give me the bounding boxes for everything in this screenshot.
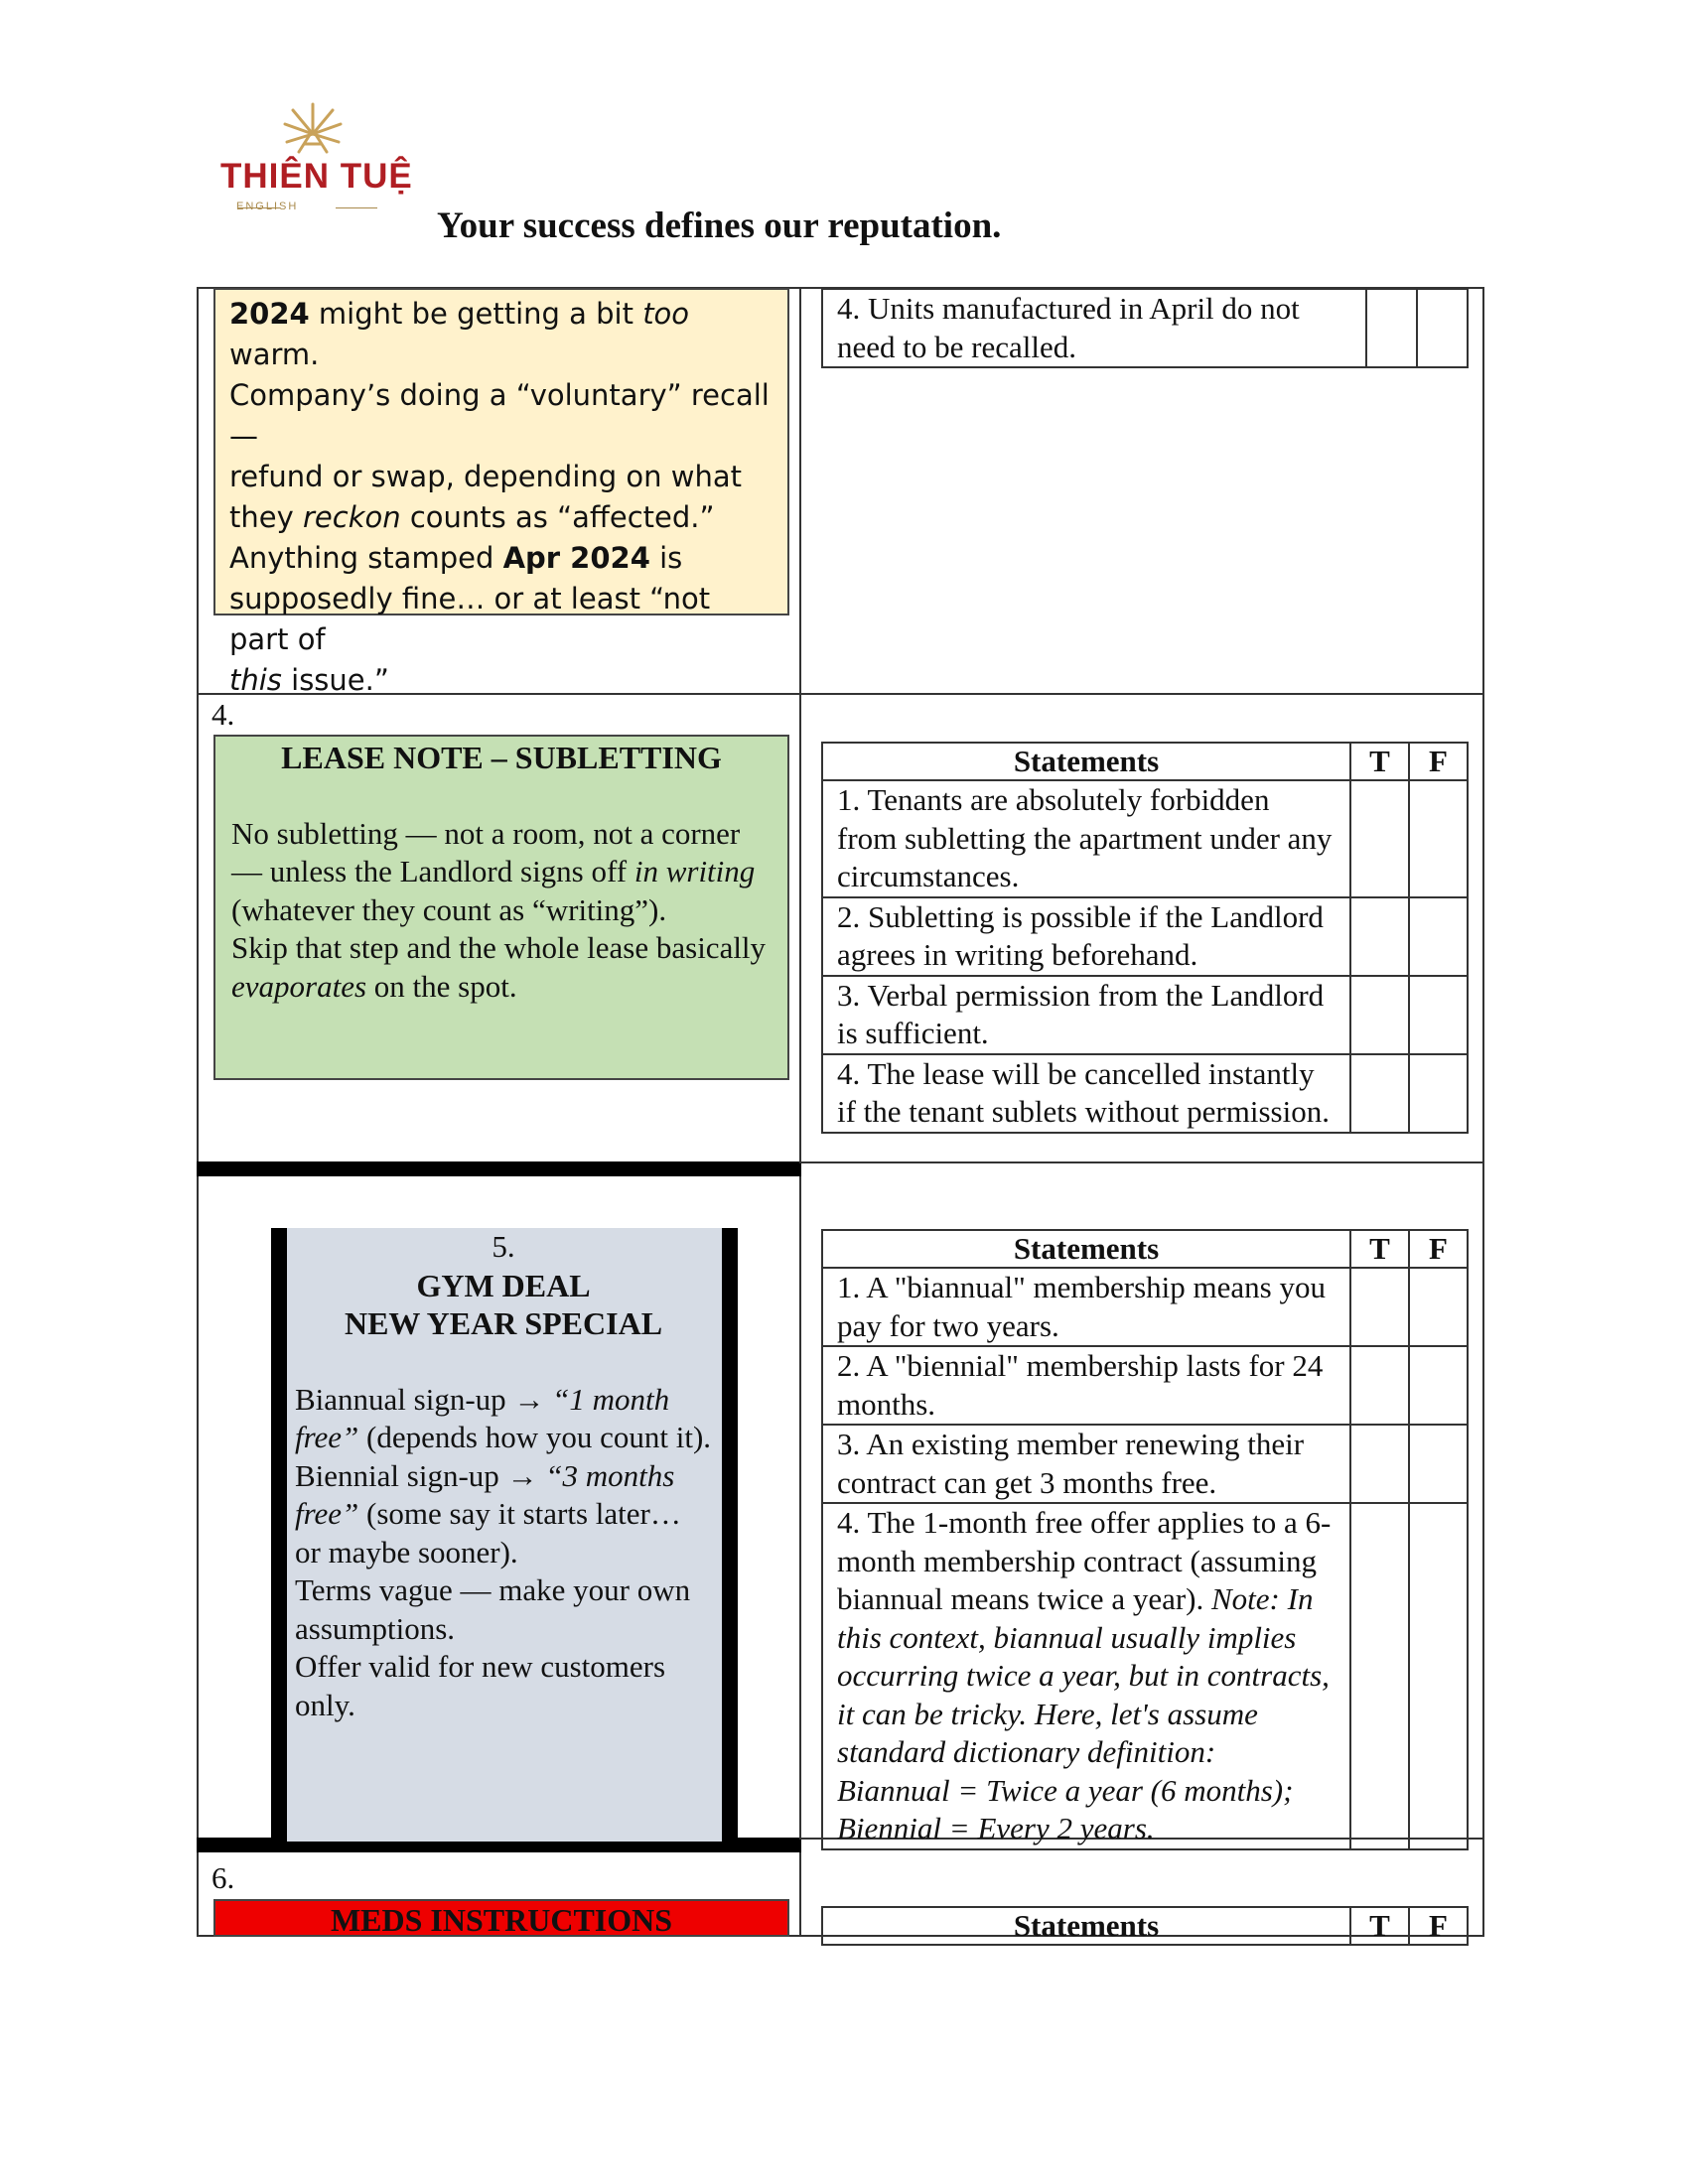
notice-italic: this: [229, 663, 282, 697]
table-row: [822, 1054, 1468, 1133]
body-text: Skip that step and the whole lease basically: [231, 930, 767, 965]
body-italic: “3 months free”: [295, 1457, 675, 1531]
notice-line: [229, 538, 774, 579]
true-checkbox[interactable]: [1350, 1503, 1409, 1849]
logo-subtitle: ENGLISH: [236, 201, 299, 212]
body-text: (depends how you count it).: [358, 1420, 712, 1454]
table-header-row: [822, 743, 1468, 780]
notice-bold: Apr 2024: [502, 541, 650, 575]
logo-rule: [336, 207, 377, 208]
section-number: 4.: [211, 697, 235, 732]
notice-line: supposedly fine… or at least “not part of: [229, 582, 711, 656]
logo-wordmark: THIÊN TUỆ: [220, 157, 413, 196]
statement-text: 3. Verbal permission from the Landlord is sufficient.: [822, 976, 1350, 1054]
body-italic: “1 month free”: [295, 1381, 670, 1454]
false-checkbox[interactable]: [1409, 1503, 1468, 1849]
notice-line: [229, 660, 774, 701]
table-row: [822, 897, 1468, 976]
true-checkbox[interactable]: [1350, 1268, 1409, 1346]
false-header: F: [1409, 743, 1468, 780]
section-number: 5.: [492, 1229, 515, 1264]
table-border-left: [197, 287, 199, 1935]
statements-table-4: [821, 742, 1469, 1134]
notice-line: Company’s doing a “voluntary” recall —: [229, 378, 770, 453]
body-text: (some say it starts later… or maybe sooner).: [295, 1496, 681, 1570]
gym-deal-line: Terms vague — make your own assumptions.: [295, 1572, 691, 1646]
notice-line: [229, 294, 774, 375]
statement-text: 1. A "biannual" membership means you pay for two years.: [822, 1268, 1350, 1346]
true-checkbox[interactable]: [1350, 1425, 1409, 1503]
true-checkbox[interactable]: [1366, 289, 1417, 367]
table-row: [822, 1268, 1468, 1346]
statement-text: 3. An existing member renewing their contract can get 3 months free.: [822, 1425, 1350, 1503]
meds-instructions-banner: MEDS INSTRUCTIONS: [213, 1899, 789, 1937]
table-border-middle: [799, 287, 801, 1935]
false-checkbox[interactable]: [1417, 289, 1468, 367]
gym-deal-title: GYM DEAL: [416, 1267, 591, 1303]
statement-text: 4. Units manufactured in April do not need to be recalled.: [822, 289, 1366, 367]
notice-line: refund or swap, depending on what: [229, 460, 742, 493]
lease-note-box: [213, 735, 789, 1080]
false-checkbox[interactable]: [1409, 1425, 1468, 1503]
body-italic: evaporates: [231, 968, 367, 1004]
page-tagline: Your success defines our reputation.: [437, 205, 1002, 246]
true-checkbox[interactable]: [1350, 976, 1409, 1054]
row-divider-thick: [197, 1161, 801, 1176]
false-checkbox[interactable]: [1409, 1346, 1468, 1425]
notice-text: Anything stamped: [229, 541, 503, 575]
notice-text: might be getting a bit: [309, 297, 643, 331]
table-row: [822, 289, 1468, 367]
true-checkbox[interactable]: [1350, 1054, 1409, 1133]
body-text: Biannual sign-up →: [295, 1381, 553, 1417]
gym-deal-line: [295, 1457, 712, 1572]
body-italic: in writing: [633, 854, 756, 888]
true-checkbox[interactable]: [1350, 897, 1409, 976]
statement-plain: 4. The 1-month free offer applies to a 6-month membership contract (assuming biannual means twice a year).: [837, 1505, 1332, 1616]
statements-header: Statements: [822, 1907, 1350, 1945]
statement-text: [822, 1503, 1350, 1849]
statements-table-5: [821, 1229, 1469, 1850]
false-header: F: [1409, 1907, 1468, 1945]
gym-deal-subtitle: NEW YEAR SPECIAL: [344, 1305, 663, 1341]
notice-text: they: [229, 500, 303, 534]
statements-table-6: [821, 1906, 1469, 1946]
statements-header: Statements: [822, 1230, 1350, 1268]
true-header: T: [1350, 1907, 1409, 1945]
recall-notice-box: [213, 288, 789, 697]
statement-text: 2. A "biennial" membership lasts for 24 months.: [822, 1346, 1350, 1425]
false-checkbox[interactable]: [1409, 1268, 1468, 1346]
notice-italic: too: [642, 297, 690, 331]
gym-deal-line: Offer valid for new customers only.: [295, 1649, 666, 1722]
table-row: [822, 976, 1468, 1054]
statement-text: 4. The lease will be cancelled instantly if the tenant sublets without permission.: [822, 1054, 1350, 1133]
statement-text: 1. Tenants are absolutely forbidden from subletting the apartment under any circumstances.: [822, 780, 1350, 897]
table-row: [822, 1346, 1468, 1425]
false-checkbox[interactable]: [1409, 1054, 1468, 1133]
lease-note-title: LEASE NOTE – SUBLETTING: [281, 740, 722, 775]
lease-note-body: [231, 929, 772, 1006]
false-checkbox[interactable]: [1409, 897, 1468, 976]
lease-note-body: [231, 815, 772, 930]
body-text: Biennial sign-up →: [295, 1457, 546, 1493]
notice-text: warm.: [229, 338, 320, 371]
statements-header: Statements: [822, 743, 1350, 780]
false-checkbox[interactable]: [1409, 780, 1468, 897]
false-header: F: [1409, 1230, 1468, 1268]
table-row: [822, 1503, 1468, 1849]
notice-text: issue.”: [281, 663, 389, 697]
table-header-row: [822, 1230, 1468, 1268]
true-header: T: [1350, 743, 1409, 780]
table-row: [822, 780, 1468, 897]
body-text: on the spot.: [366, 968, 517, 1004]
statements-table-3: [821, 288, 1469, 368]
table-header-row: [822, 1907, 1468, 1945]
section-number: 6.: [211, 1860, 235, 1895]
body-text: No subletting — not a room, not a corner — unless the Landlord signs off: [231, 815, 741, 888]
true-checkbox[interactable]: [1350, 1346, 1409, 1425]
row-divider: [799, 1161, 1484, 1163]
notice-text: counts as “affected.”: [400, 500, 715, 534]
table-row: [822, 1425, 1468, 1503]
true-header: T: [1350, 1230, 1409, 1268]
statement-note: Note: In this context, biannual usually implies occurring twice a year, but in contracts, it can be tricky. Here, let's assume standard dictionary definition: Biannual = Twice a year (6 months); Biennial = Every 2 years.: [837, 1581, 1330, 1845]
gym-deal-box: [271, 1228, 738, 1842]
notice-line: [229, 497, 774, 538]
true-checkbox[interactable]: [1350, 780, 1409, 897]
body-text: (whatever they count as “writing”).: [231, 891, 667, 927]
statement-text: 2. Subletting is possible if the Landlord agrees in writing beforehand.: [822, 897, 1350, 976]
false-checkbox[interactable]: [1409, 976, 1468, 1054]
table-border-right: [1482, 287, 1484, 1935]
notice-text: is: [649, 541, 683, 575]
notice-italic: reckon: [302, 500, 401, 534]
notice-bold: 2024: [229, 297, 310, 331]
gym-deal-line: [295, 1381, 712, 1457]
